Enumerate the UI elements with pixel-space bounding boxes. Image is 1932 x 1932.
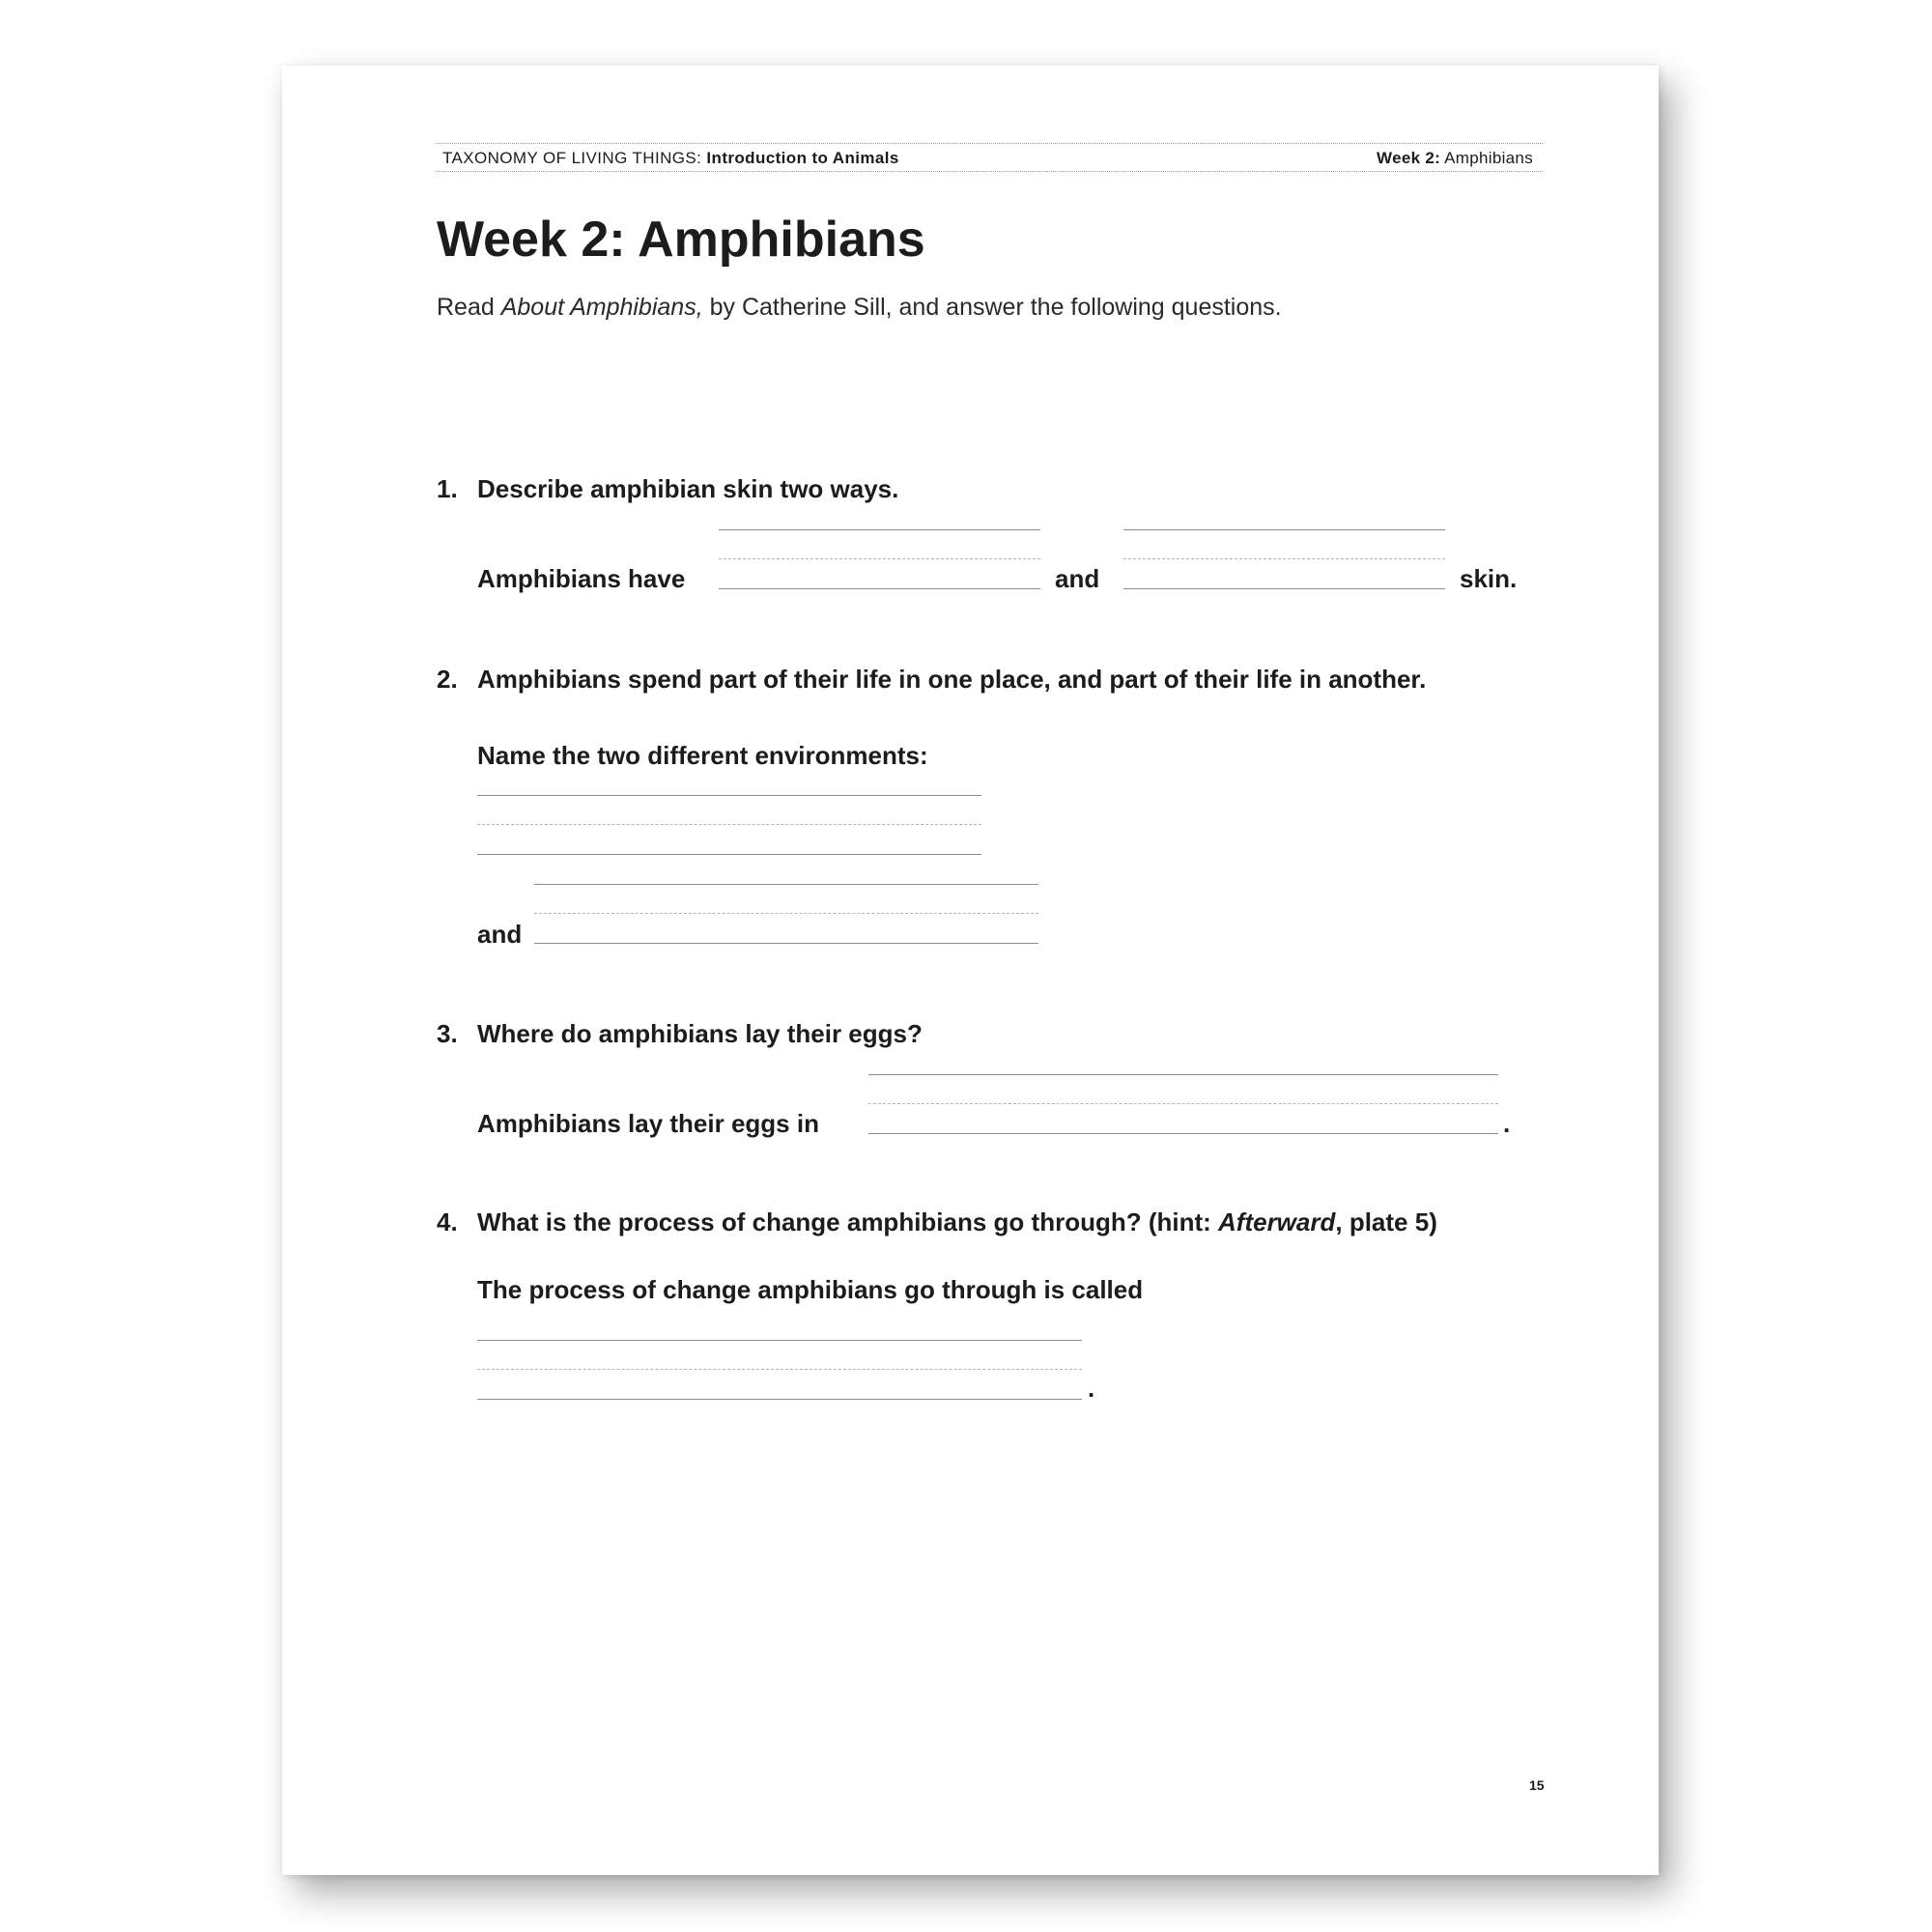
question-3-ending: . — [1503, 1109, 1511, 1138]
question-4-number: 4. — [437, 1208, 458, 1236]
question-1-lead: Amphibians have — [477, 564, 686, 593]
question-1-ending: skin. — [1460, 564, 1518, 593]
question-2-number: 2. — [437, 665, 458, 694]
instructions — [437, 294, 1282, 322]
question-1-number: 1. — [437, 474, 458, 503]
question-2-joiner: and — [477, 920, 523, 949]
header-week-label — [1377, 149, 1533, 168]
question-4-prompt-end: , plate 5) — [1335, 1208, 1437, 1236]
question-4-hint-title: Afterward — [1218, 1208, 1336, 1236]
page-number: 15 — [1529, 1777, 1545, 1793]
question-1-prompt: Describe amphibian skin two ways. — [477, 474, 899, 503]
question-4-prompt — [477, 1208, 1437, 1236]
instructions-rest: by Catherine Sill, and answer the following questions. — [702, 294, 1282, 321]
header-unit-title: Introduction to Animals — [706, 149, 899, 167]
answer-line-3[interactable] — [868, 1074, 1498, 1134]
answer-line-4[interactable] — [477, 1340, 1082, 1400]
question-2-prompt: Amphibians spend part of their life in one place, and part of their life in another. — [477, 665, 1427, 694]
question-4 — [437, 1208, 1437, 1237]
question-2-sub-prompt: Name the two different environments: — [477, 741, 928, 770]
question-3-number: 3. — [437, 1019, 458, 1048]
running-header — [437, 143, 1543, 172]
header-course-title — [442, 149, 899, 168]
question-3-lead: Amphibians lay their eggs in — [477, 1109, 819, 1138]
question-1-joiner: and — [1055, 564, 1100, 593]
answer-line-2b[interactable] — [534, 884, 1038, 944]
header-course-label: TAXONOMY OF LIVING THINGS: — [442, 149, 707, 167]
question-4-lead: The process of change amphibians go through is called — [477, 1275, 1144, 1304]
worksheet-page — [282, 66, 1659, 1875]
header-week-topic: Amphibians — [1440, 149, 1533, 167]
question-3-prompt: Where do amphibians lay their eggs? — [477, 1019, 923, 1048]
question-1 — [437, 474, 898, 504]
header-week-number: Week 2: — [1377, 149, 1441, 167]
question-4-ending: . — [1088, 1374, 1095, 1403]
question-4-prompt-start: What is the process of change amphibians go through? (hint: — [477, 1208, 1219, 1236]
answer-line-2a[interactable] — [477, 795, 981, 855]
question-3 — [437, 1019, 923, 1049]
instructions-lead: Read — [437, 294, 501, 321]
answer-line-1b[interactable] — [1123, 529, 1445, 589]
page-title: Week 2: Amphibians — [437, 212, 925, 268]
book-title: About Amphibians, — [500, 294, 703, 321]
answer-line-1a[interactable] — [719, 529, 1040, 589]
question-2 — [437, 665, 1426, 695]
